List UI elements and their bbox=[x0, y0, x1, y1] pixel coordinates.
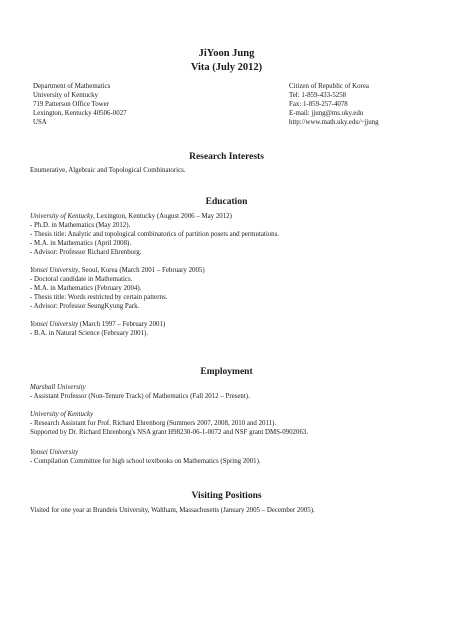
education-entry-header bbox=[30, 266, 205, 275]
section-title-education: Education bbox=[205, 197, 248, 207]
education-item: - M.A. in Mathematics (April 2008). bbox=[30, 240, 132, 247]
institution-name: Marshall University bbox=[30, 384, 86, 391]
homepage-url: http://www.math.uky.edu/~jjung bbox=[289, 119, 379, 126]
entry-details: , Lexington, Kentucky (August 2006 – May 2012) bbox=[93, 213, 232, 220]
employment-item: Supported by Dr. Richard Ehrenborg's NSA grant H98230-06-1-0072 and NSF grant DMS-0902063. bbox=[30, 429, 309, 436]
section-title-visiting: Visiting Positions bbox=[191, 491, 262, 501]
cv-vita-date: Vita (July 2012) bbox=[190, 62, 263, 73]
education-item: - Doctoral candidate in Mathematics. bbox=[30, 276, 133, 283]
education-item: - B.A. in Natural Science (February 2001). bbox=[30, 330, 149, 337]
address-line: Department of Mathematics bbox=[33, 83, 111, 90]
telephone: Tel: 1-859-433-5258 bbox=[289, 92, 347, 99]
employment-item: - Assistant Professor (Non-Tenure Track) of Mathematics (Fall 2012 – Present). bbox=[30, 393, 250, 400]
research-text: Enumerative, Algebraic and Topological Combinatorics. bbox=[30, 167, 186, 174]
contact-block-right bbox=[289, 82, 379, 127]
institution-name: Yonsei University bbox=[30, 267, 79, 274]
education-item: - M.A. in Mathematics (February 2004). bbox=[30, 285, 142, 292]
employment-item: - Research Assistant for Prof. Richard Ehrenborg (Summers 2007, 2008, 2010 and 2011). bbox=[30, 420, 277, 427]
visiting-text: Visited for one year at Brandeis University, Waltham, Massachusetts (January 2005 – December 2005). bbox=[30, 507, 315, 514]
institution-name: University of Kentucky bbox=[30, 213, 94, 220]
education-entry-header bbox=[30, 212, 232, 221]
employment-item: - Compilation Committee for high school textbooks on Mathematics (Spring 2001). bbox=[30, 458, 261, 465]
education-item: - Advisor: Professor SeungKyung Park. bbox=[30, 303, 140, 310]
address-line: USA bbox=[33, 119, 47, 126]
entry-details: , Seoul, Korea (March 2001 – February 2005) bbox=[78, 267, 205, 274]
education-item: - Ph.D. in Mathematics (May 2012). bbox=[30, 222, 131, 229]
address-line: University of Kentucky bbox=[33, 92, 99, 99]
entry-details: (March 1997 – February 2001) bbox=[78, 321, 166, 328]
address-line: 719 Patterson Office Tower bbox=[33, 101, 109, 108]
cv-name: JiYoon Jung bbox=[198, 48, 255, 59]
citizenship: Citizen of Republic of Korea bbox=[289, 83, 369, 90]
education-item: - Thesis title: Analytic and topological combinatorics of partition posets and permutations. bbox=[30, 231, 280, 238]
institution-name: University of Kentucky bbox=[30, 411, 94, 418]
employment-entry-header bbox=[30, 410, 93, 419]
education-item: - Advisor: Professor Richard Ehrenborg. bbox=[30, 249, 142, 256]
education-item: - Thesis title: Words restricted by certain patterns. bbox=[30, 294, 168, 301]
education-entry-header bbox=[30, 320, 165, 329]
institution-name: Yonsei University bbox=[30, 449, 79, 456]
section-title-employment: Employment bbox=[200, 367, 253, 377]
employment-entry-header bbox=[30, 383, 86, 392]
institution-name: Yonsei University bbox=[30, 321, 79, 328]
address-block-left bbox=[33, 82, 127, 127]
fax: Fax: 1-859-257-4078 bbox=[289, 101, 348, 108]
email: E-mail: jjung@ms.uky.edu bbox=[289, 110, 364, 117]
section-title-research: Research Interests bbox=[189, 152, 264, 162]
address-line: Lexington, Kentucky 40506-0027 bbox=[33, 110, 127, 117]
employment-entry-header bbox=[30, 448, 78, 457]
